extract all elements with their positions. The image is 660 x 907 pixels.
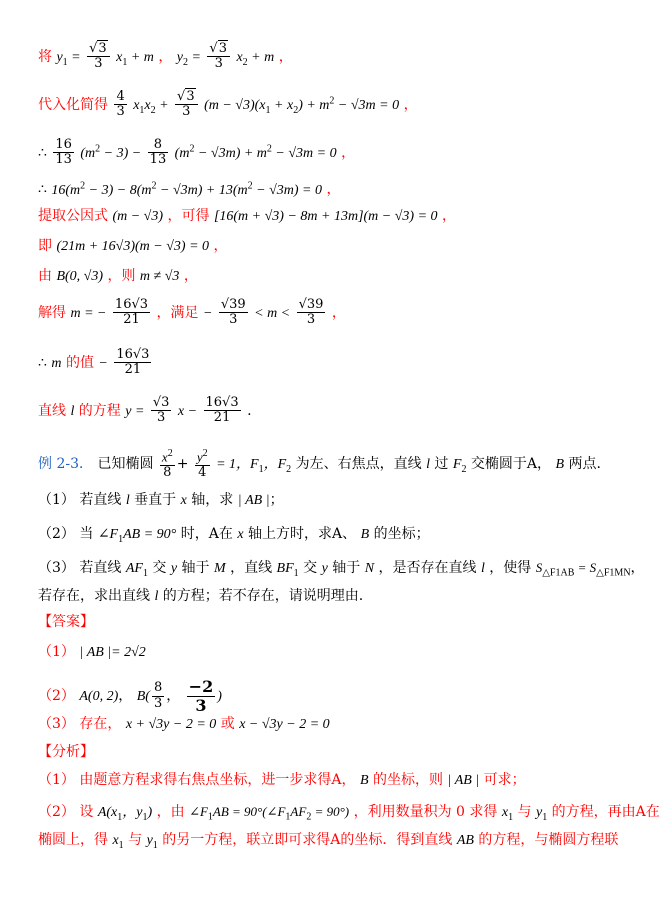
text: （1） (38, 492, 75, 508)
analysis-2: （2） 设 $A(x_1$，$y_1$) ，由 $\angle F_1AB$ = $90^\circ(\angle F_1AF_2 = 90^\circ)$ ，利用数量积为 0 求得 $x_1$ 与 $y_1$ 的方程，再由A在 (38, 804, 660, 823)
text: 当 (79, 526, 94, 542)
text: 代入化简得 (38, 96, 108, 113)
text: （3） (38, 560, 75, 576)
text: 的坐标； (373, 526, 430, 542)
text: 存在， (79, 716, 122, 732)
line-ie: 即 (21m + 16√3)(m − √3) = 0 ， (38, 238, 228, 254)
text: 轴上方时，求A、 (247, 526, 357, 542)
line-from-b: 由 B(0, √3) ，则 m ≠ √3 ， (38, 268, 198, 284)
text: 轴，求 (191, 492, 234, 508)
problem-label: 例 2-3． (38, 455, 93, 472)
text: ∴ (38, 354, 47, 371)
text: （2） (38, 688, 75, 705)
question-2: （2） 当 $\angle F_1AB = 90^\circ$ 时，A在 x 轴上方时，求A、 B 的坐标； (38, 526, 430, 545)
text: ，直线 (230, 560, 273, 576)
text: （2） (38, 526, 75, 542)
line-solve: 解得 m = − $\frac{16√3}{21}$ ，满足 − $\frac{√39}{3}$ < m < $\frac{√39}{3}$ ， (38, 297, 346, 328)
line-factor: 提取公因式 (m − √3) ，可得 [16(m + √3) − 8m + 13m](m − √3) = 0 ， (38, 208, 456, 224)
text: 两点. (568, 455, 601, 472)
text: ，是否存在直线 (378, 560, 477, 576)
text: ∴ (38, 144, 47, 161)
text: 交 (152, 560, 167, 576)
text: ， (403, 96, 418, 113)
text: 的方程，再由A在 (551, 804, 660, 820)
text: 为左、右焦点，直线 (295, 455, 422, 472)
question-1: （1） 若直线 l 垂直于 x 轴，求 | AB |； (38, 492, 284, 508)
text: 的方程 (78, 402, 121, 419)
answer-2: （2） A(0, 2)， B( $\frac{8}{3}$ ， $\frac{-2}{3}$ ) (38, 677, 222, 715)
line-equation-4: ∴ $16(m^2 - 3) - 8(m^2 - √3m) + 13(m^2 - √3m) = 0$ ， (38, 180, 341, 198)
text: ， (341, 144, 356, 161)
text: （1） (38, 772, 75, 788)
line-substitute: 将 $y_1$ = $\frac{√3}{3}$ $x_1 + m$ ， $y_2$ = $\frac{√3}{3}$ $x_2 + m$ ， (38, 41, 293, 72)
text: 若存在，求出直线 (38, 588, 150, 604)
text: 过 (434, 455, 449, 472)
text: ， (213, 238, 228, 254)
text: 由题意方程求得右焦点坐标，进一步求得A， (79, 772, 356, 788)
analysis-header: 【分析】 (38, 744, 94, 760)
text: 的方程，与椭圆方程联 (478, 832, 619, 848)
text: ， (331, 304, 346, 321)
text: 的坐标，则 (372, 772, 443, 788)
text: （2） (38, 804, 75, 820)
text: ∴ (38, 181, 47, 198)
text: ， (326, 181, 341, 198)
text: （1） (38, 644, 75, 660)
text: 直线 (38, 402, 66, 419)
text: 的值 (65, 354, 94, 371)
question-3: （3） 若直线 $AF_1$ 交 y 轴于 M ，直线 $BF_1$ 交 y 轴于 N ，是否存在直线 l ，使得 $S_{\triangle F1AB} = S_{\triangle F1MN}$， (38, 560, 645, 579)
text: （3） (38, 716, 75, 732)
text: 的方程；若不存在，请说明理由. (162, 588, 364, 604)
answer-3: （3） 存在， x + √3y − 2 = 0 或 x − √3y − 2 = 0 (38, 716, 330, 732)
line-m-value: ∴ m 的值 − $\frac{16√3}{21}$ (38, 347, 150, 378)
text: 交 (303, 560, 318, 576)
text: 由 (38, 268, 52, 284)
text: ， (441, 208, 456, 224)
answer-header: 【答案】 (38, 614, 94, 630)
text: 轴于 (332, 560, 361, 576)
text: 提取公因式 (38, 208, 108, 224)
text: ，使得 (489, 560, 532, 576)
text: 解得 (38, 304, 66, 321)
line-equation-3: ∴ $\frac{16}{13}$ $(m^2 - 3)$ − $\frac{8}{13}$ $(m^2 - √3m) + m^2 - √3m = 0$ ， (38, 137, 356, 168)
problem-stem: 例 2-3． 已知椭圆 $\frac{x^2}{8}$ + $\frac{y^2}{4}$ = 1，$F_1$，$F_2$ 为左、右焦点，直线 l 过 $F_2$ 交椭圆于A， B 两点. (38, 448, 601, 480)
text: 将 (38, 48, 52, 65)
text: 可求； (483, 772, 526, 788)
text: 若直线 (79, 492, 122, 508)
line-line-equation: 直线 l 的方程 y = $\frac{√3}{3}$ x − $\frac{16√3}{21}$ . (38, 395, 252, 426)
text: . (247, 402, 252, 419)
line-simplify: 代入化简得 $\frac{4}{3}$ $x_1x_2$ + $\frac{√3}{3}$ $(m - √3)(x_1 + x_2) + m^2 - √3m = 0$ ， (38, 89, 418, 120)
text: 轴于 (181, 560, 210, 576)
text: 若直线 (79, 560, 122, 576)
text: ，可得 (167, 208, 210, 224)
text: 设 (79, 804, 94, 820)
text: 的另一方程，联立即可求得A的坐标．得到直线 (162, 832, 453, 848)
text: ， (183, 268, 198, 284)
text: 垂直于 (134, 492, 177, 508)
text: ，由 (156, 804, 185, 820)
text: ，利用数量积为 0 求得 (353, 804, 498, 820)
text: 交椭圆于A， (470, 455, 552, 472)
text: ，满足 (156, 304, 199, 321)
analysis-1: （1） 由题意方程求得右焦点坐标，进一步求得A， B 的坐标，则 | AB | 可求； (38, 772, 526, 788)
text: ，则 (107, 268, 136, 284)
analysis-2-continued: 椭圆上，得 $x_1$ 与 $y_1$ 的另一方程，联立即可求得A的坐标．得到直线 AB 的方程，与椭圆方程联 (38, 832, 619, 851)
text: 或 (220, 716, 235, 732)
question-3-continued: 若存在，求出直线 l 的方程；若不存在，请说明理由. (38, 588, 364, 604)
text: 时，A在 (180, 526, 233, 542)
text: 与 (517, 804, 532, 820)
text: 即 (38, 238, 52, 254)
text: 已知椭圆 (97, 455, 154, 472)
text: ， (278, 48, 293, 65)
text: 椭圆上，得 (38, 832, 108, 848)
text: ， (158, 48, 173, 65)
answer-1: （1） | AB |= 2√2 (38, 644, 146, 660)
text: 与 (128, 832, 143, 848)
